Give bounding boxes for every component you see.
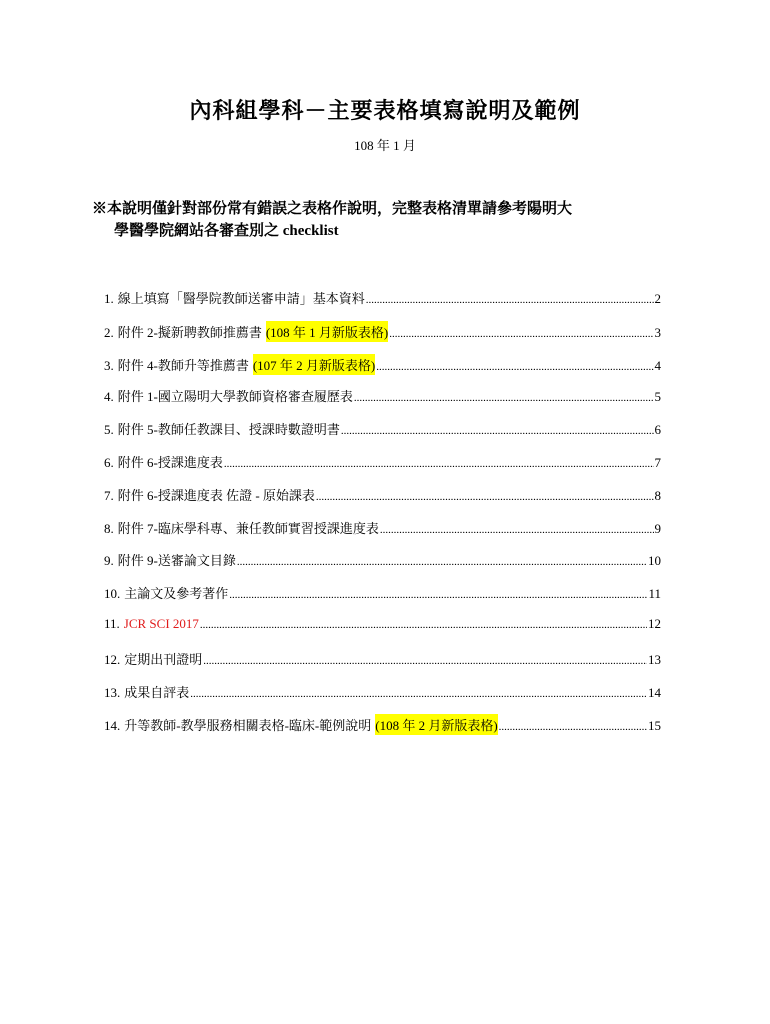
toc-page-number: 12 [648, 615, 661, 631]
toc-item[interactable] [104, 485, 661, 518]
toc-leader-dots [389, 325, 653, 341]
toc-leader-dots [229, 586, 647, 602]
toc-number: 2. [104, 324, 114, 340]
toc-number: 3. [104, 357, 114, 373]
toc-page-number: 7 [654, 454, 661, 470]
toc-leader-dots [354, 389, 654, 405]
toc-page-number: 5 [654, 389, 661, 405]
toc-label: JCR SCI 2017 [123, 615, 199, 631]
toc-page-number: 14 [648, 684, 661, 700]
toc-number: 4. [104, 389, 114, 405]
toc-number: 13. [104, 684, 121, 700]
toc-page-number: 6 [654, 422, 661, 438]
toc-leader-dots [203, 652, 647, 668]
toc-page-number: 10 [648, 553, 661, 569]
toc-label: 附件 7-臨床學科專、兼任教師實習授課進度表 [117, 520, 379, 536]
toc-number: 1. [104, 291, 114, 306]
toc-leader-dots [376, 358, 653, 374]
toc-highlight-note: (107 年 2 月新版表格) [253, 354, 375, 375]
toc-label: 線上填寫「醫學院教師送審申請」基本資料 [117, 291, 365, 306]
toc-page-number: 13 [648, 651, 661, 667]
toc-item[interactable] [104, 518, 661, 551]
toc-leader-dots [224, 455, 654, 471]
toc-label: 附件 6-授課進度表 [117, 454, 223, 470]
toc-number: 12. [104, 651, 121, 667]
toc-number: 6. [104, 454, 114, 470]
toc-item[interactable] [104, 419, 661, 452]
toc-number: 11. [104, 615, 120, 631]
toc-leader-dots [499, 718, 647, 734]
toc-label: 附件 2-擬新聘教師推薦書 [117, 324, 262, 340]
toc-number: 10. [104, 586, 121, 602]
toc-label: 附件 9-送審論文目錄 [117, 553, 236, 569]
toc-leader-dots [237, 553, 647, 569]
toc-page-number: 11 [648, 586, 661, 602]
notice-line-1: ※本說明僅針對部份常有錯誤之表格作說明，完整表格清單請參考陽明大 [92, 201, 573, 217]
toc-label: 附件 1-國立陽明大學教師資格審查履歷表 [117, 389, 353, 405]
notice [92, 198, 692, 242]
toc-item[interactable] [104, 354, 661, 387]
toc-page-number: 4 [654, 357, 661, 373]
toc-page-number: 8 [654, 487, 661, 503]
toc-label: 主論文及參考著作 [124, 586, 229, 602]
notice-line-2: 學醫學院網站各審查別之 checklist [114, 223, 339, 239]
toc-highlight-note: (108 年 1 月新版表格) [266, 321, 388, 342]
toc-item[interactable] [104, 682, 661, 715]
toc-leader-dots [341, 422, 654, 438]
page-date: 108 年 1 月 [354, 138, 416, 153]
toc-item[interactable] [104, 321, 661, 354]
toc-highlight-note: (108 年 2 月新版表格) [375, 714, 497, 735]
toc-label: 附件 4-教師升等推薦書 [117, 357, 249, 373]
toc-leader-dots [200, 616, 647, 632]
toc-number: 14. [104, 718, 121, 734]
toc-label: 附件 6-授課進度表 佐證 - 原始課表 [117, 487, 315, 503]
page-title: 內科組學科－主要表格填寫說明及範例 [189, 98, 581, 123]
toc-page-number: 2 [654, 291, 661, 306]
toc-leader-dots [366, 291, 654, 307]
toc-leader-dots [316, 488, 654, 504]
toc-item[interactable] [104, 616, 661, 649]
toc-number: 5. [104, 422, 114, 438]
toc-item[interactable] [104, 583, 661, 616]
table-of-contents [104, 288, 661, 747]
toc-item[interactable] [104, 550, 661, 583]
toc-item[interactable] [104, 649, 661, 682]
toc-item[interactable] [104, 386, 661, 419]
toc-number: 7. [104, 487, 114, 503]
toc-page-number: 9 [654, 520, 661, 536]
toc-label: 成果自評表 [124, 684, 190, 700]
toc-page-number: 3 [654, 324, 661, 340]
toc-label: 定期出刊證明 [124, 651, 203, 667]
toc-leader-dots [380, 521, 654, 537]
toc-page-number: 15 [648, 718, 661, 734]
toc-number: 8. [104, 520, 114, 536]
toc-number: 9. [104, 553, 114, 569]
toc-leader-dots [190, 685, 647, 701]
toc-label: 升等教師-教學服務相關表格-臨床-範例說明 [124, 718, 372, 734]
toc-item[interactable] [104, 714, 661, 747]
toc-item[interactable] [104, 452, 661, 485]
toc-label: 附件 5-教師任教課目、授課時數證明書 [117, 422, 340, 438]
toc-item[interactable] [104, 288, 661, 321]
